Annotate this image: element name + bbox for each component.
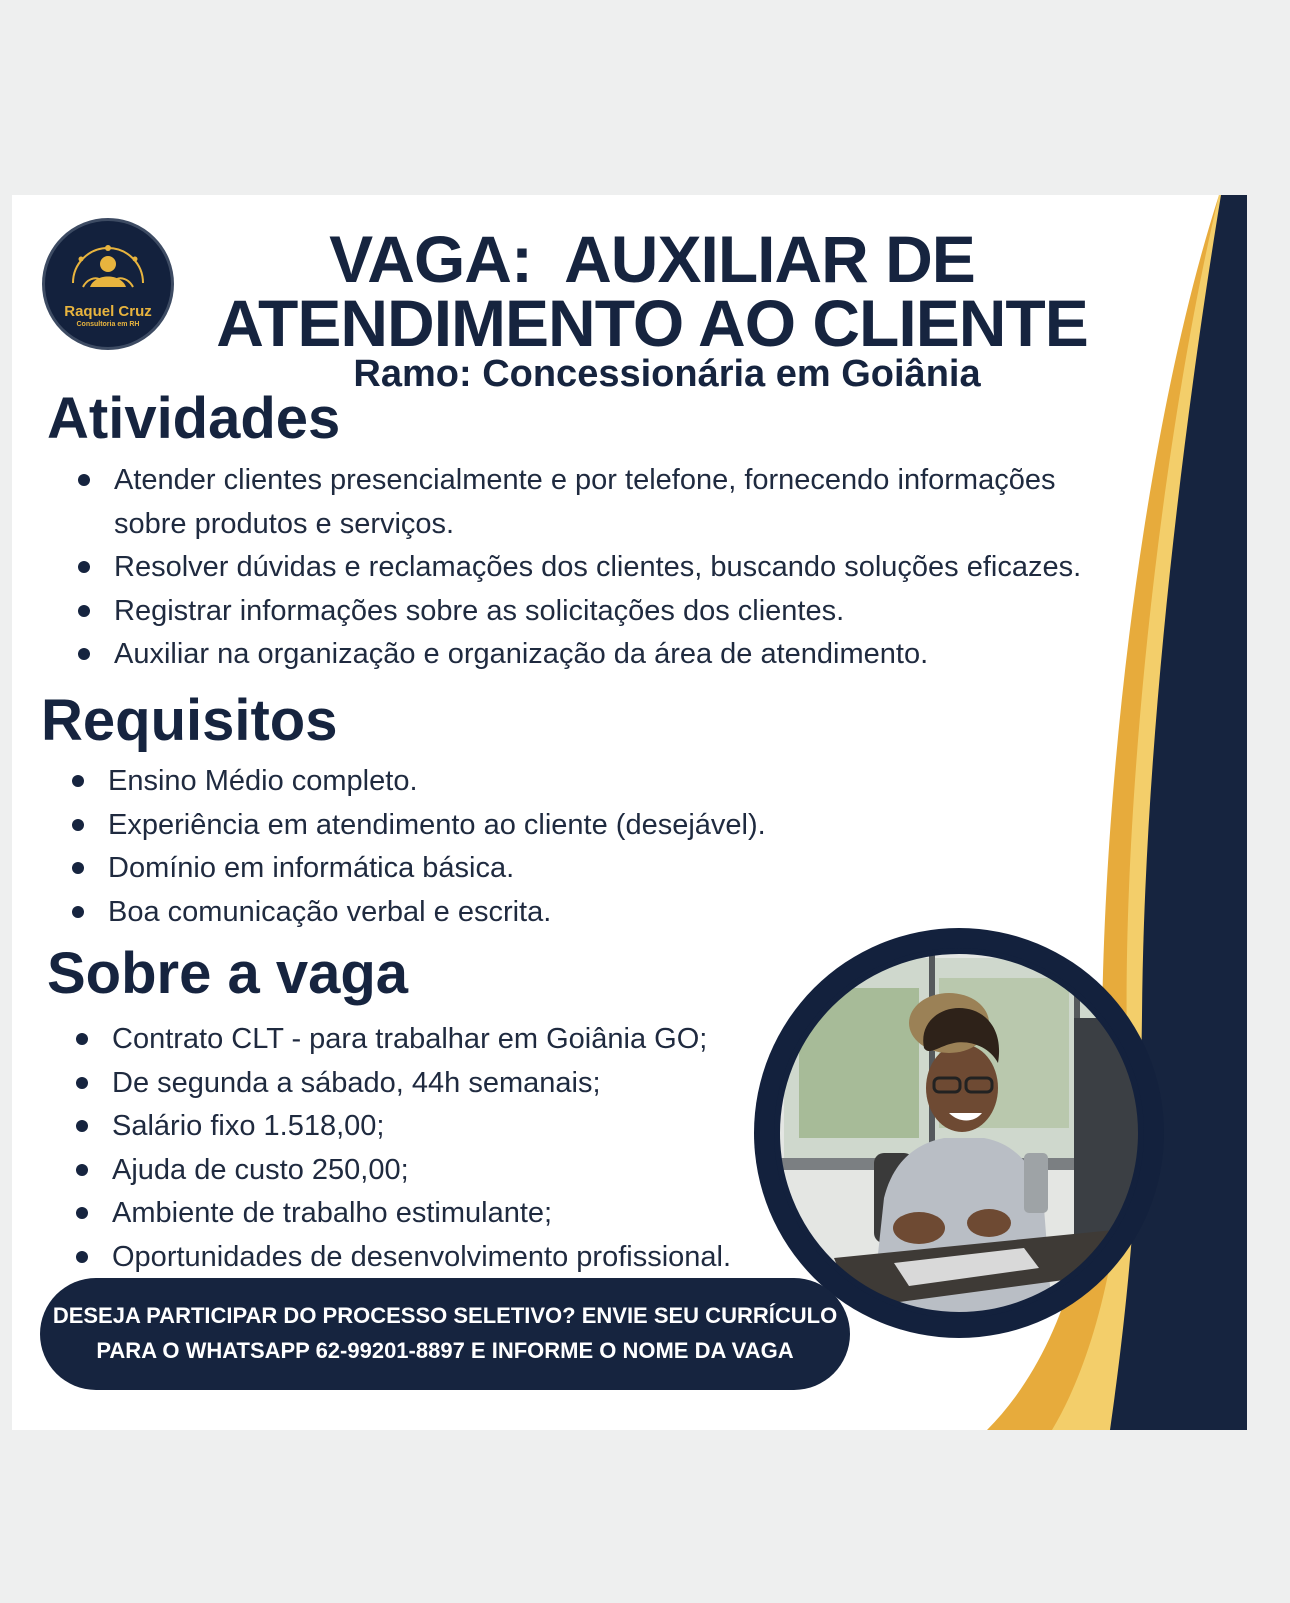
bullet-icon [76, 1207, 88, 1219]
list-item [76, 503, 1081, 547]
activities-heading: Atividades [47, 386, 341, 451]
activities-list [76, 459, 1081, 677]
bullet-icon [76, 1077, 88, 1089]
job-title-line1: VAGA: AUXILIAR DE [329, 222, 975, 296]
list-item-text: Ambiente de trabalho estimulante; [112, 1197, 553, 1230]
list-item [74, 1018, 731, 1062]
job-post-card [12, 195, 1247, 1430]
company-logo [42, 218, 174, 350]
list-item-text: Salário fixo 1.518,00; [112, 1110, 385, 1143]
list-item [74, 1192, 731, 1236]
apply-banner-line2: PARA O WHATSAPP 62-99201-8897 E INFORME O NOME DA VAGA [96, 1338, 794, 1363]
list-item-text: Ajuda de custo 250,00; [112, 1153, 409, 1186]
person-at-desk-illustration [754, 928, 1164, 1338]
bullet-icon [78, 605, 90, 617]
bullet-icon [76, 1120, 88, 1132]
list-item [74, 1105, 731, 1149]
job-sector: Ramo: Concessionária em Goiânia [353, 353, 981, 395]
list-item [70, 804, 766, 848]
bullet-icon [78, 648, 90, 660]
logo-subtitle: Consultoria em RH [76, 321, 140, 328]
list-item [74, 1062, 731, 1106]
bullet-icon [76, 1164, 88, 1176]
requirements-list [70, 760, 766, 934]
bullet-icon [78, 561, 90, 573]
list-item [70, 891, 766, 935]
person-photo [754, 928, 1164, 1338]
job-title-line2: ATENDIMENTO AO CLIENTE [216, 286, 1088, 360]
list-item [76, 546, 1081, 590]
list-item-text: Experiência em atendimento ao cliente (desejável). [108, 808, 766, 841]
list-item [74, 1236, 731, 1280]
list-item-text: Oportunidades de desenvolvimento profissional. [112, 1240, 732, 1273]
list-item-text: Atender clientes presencialmente e por telefone, fornecendo informações [114, 464, 1056, 496]
list-item-text: De segunda a sábado, 44h semanais; [112, 1066, 601, 1099]
apply-banner-line1: DESEJA PARTICIPAR DO PROCESSO SELETIVO? ENVIE SEU CURRÍCULO [52, 1303, 838, 1328]
list-item [70, 760, 766, 804]
list-item-text: Ensino Médio completo. [108, 765, 418, 797]
list-item-text: Boa comunicação verbal e escrita. [108, 895, 552, 928]
job-title [192, 222, 1112, 360]
list-item-text: sobre produtos e serviços. [114, 507, 455, 540]
requirements-heading: Requisitos [41, 688, 338, 753]
list-item-text: Auxiliar na organização e organização da área de atendimento. [114, 638, 929, 671]
apply-banner [40, 1278, 850, 1390]
list-item-text: Contrato CLT - para trabalhar em Goiânia GO; [112, 1023, 708, 1055]
list-item-text: Resolver dúvidas e reclamações dos clientes, buscando soluções eficazes. [114, 551, 1082, 584]
bullet-icon [72, 775, 84, 787]
list-item-text: Domínio em informática básica. [108, 852, 515, 885]
list-item [74, 1149, 731, 1193]
bullet-icon [76, 1251, 88, 1263]
list-item-text: Registrar informações sobre as solicitações dos clientes. [114, 594, 845, 627]
bullet-icon [78, 474, 90, 486]
bullet-icon [72, 819, 84, 831]
about-list [74, 1018, 731, 1280]
logo-person-icon [45, 221, 171, 347]
bullet-icon [76, 1033, 88, 1045]
list-item [76, 633, 1081, 677]
bullet-icon [72, 906, 84, 918]
list-item [76, 590, 1081, 634]
about-heading: Sobre a vaga [47, 941, 409, 1006]
list-item [76, 459, 1081, 503]
bullet-icon [72, 862, 84, 874]
logo-name: Raquel Cruz [64, 303, 152, 320]
list-item [70, 847, 766, 891]
